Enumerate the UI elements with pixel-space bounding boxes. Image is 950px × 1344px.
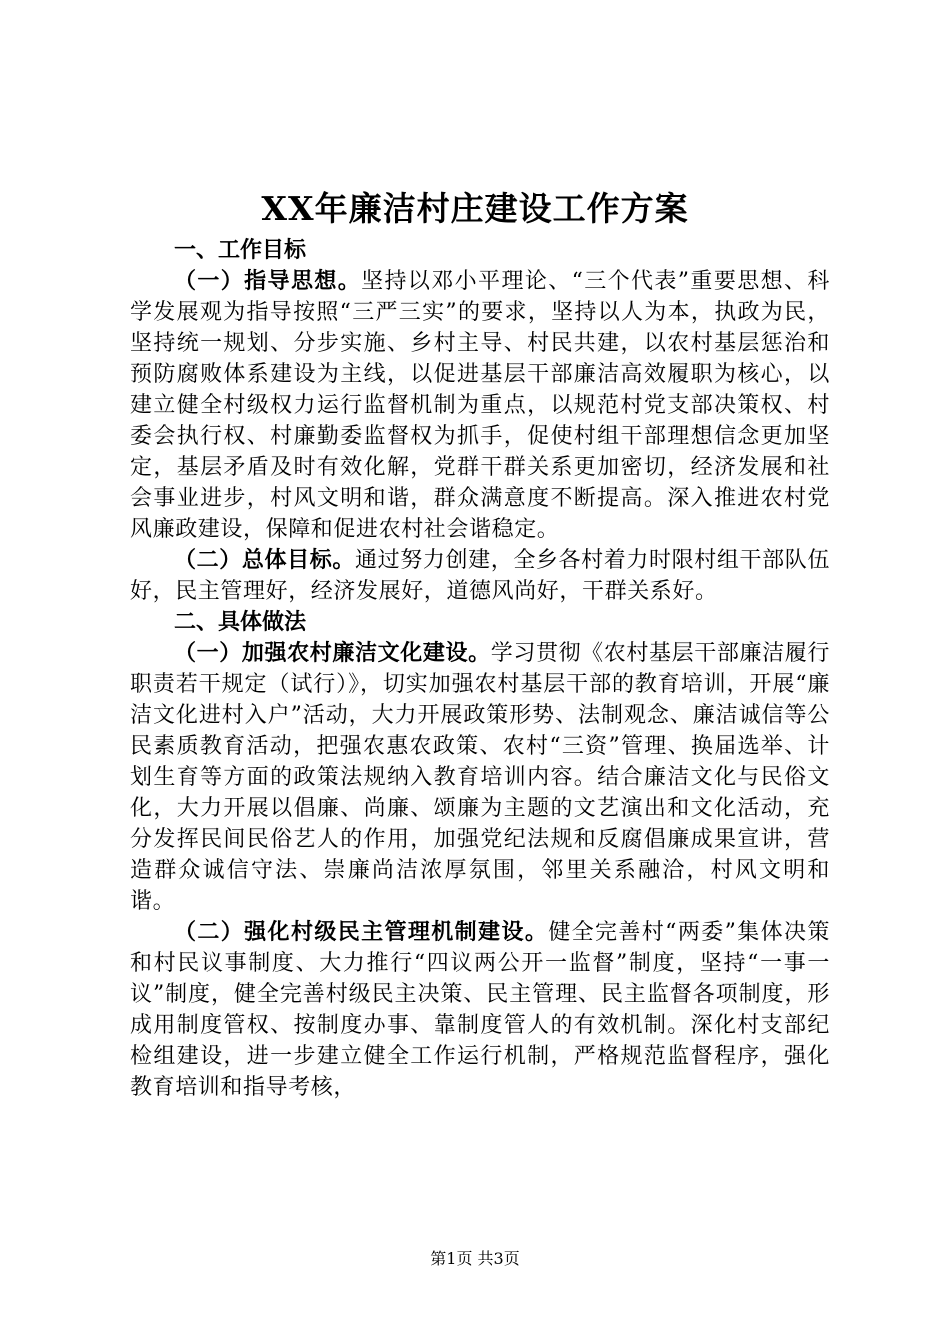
paragraph-guiding-ideology [130, 266, 830, 545]
section-heading-methods: 二、具体做法 [174, 609, 307, 635]
paragraph-body: 健全完善村“两委”集体决策和村民议事制度、大力推行“四议两公开一监督”制度，坚持“一事一议”制度，健全完善村级民主决策、民主管理、民主监督各项制度，形成用制度管权、按制度办事、靠制度管人的有效机制。深化村支部纪检组建设，进一步建立健全工作运行机制，严格规范监督程序，强化教育培训和指导考核， [130, 920, 830, 1100]
paragraph-body: 坚持以邓小平理论、“三个代表”重要思想、科学发展观为指导按照“三严三实”的要求，坚持以人为本，执政为民，坚持统一规划、分步实施、乡村主导、村民共建，以农村基层惩治和预防腐败体系建设为主线，以促进基层干部廉洁高效履职为核心，以建立健全村级权力运行监督机制为重点，以规范村党支部决策权、村委会执行权、村廉勤委监督权为抓手，促使村组干部理想信念更加坚定，基层矛盾及时有效化解，党群干群关系更加密切，经济发展和社会事业进步，村风文明和谐，群众满意度不断提高。深入推进农村党风廉政建设，保障和促进农村社会谐稳定。 [130, 269, 830, 542]
paragraph-clean-culture [130, 638, 830, 917]
section-heading-goals: 一、工作目标 [174, 237, 307, 263]
document-body [130, 235, 830, 1103]
paragraph-body: 通过努力创建，全乡各村着力时限村组干部队伍好，民主管理好，经济发展好，道德风尚好，干群关系好。 [130, 548, 830, 604]
paragraph-lead: （二）总体目标。 [174, 547, 355, 573]
paragraph-body: 学习贯彻《农村基层干部廉洁履行职责若干规定（试行）》，切实加强农村基层干部的教育培训，开展“廉洁文化进村入户”活动，大力开展政策形势、法制观念、廉洁诚信等公民素质教育活动，把强农惠农政策、农村“三资”管理、换届选举、计划生育等方面的政策法规纳入教育培训内容。结合廉洁文化与民俗文化，大力开展以倡廉、尚廉、颂廉为主题的文艺演出和文化活动，充分发挥民间民俗艺人的作用，加强党纪法规和反腐倡廉成果宣讲，营造群众诚信守法、崇廉尚洁浓厚氛围，邻里关系融洽，村风文明和谐。 [130, 641, 830, 914]
paragraph-overall-goal [130, 545, 830, 607]
paragraph-lead: （二）强化村级民主管理机制建设。 [174, 919, 549, 945]
paragraph-lead: （一）指导思想。 [174, 268, 362, 294]
paragraph-democratic-management [130, 917, 830, 1103]
page-footer: 第1页 共3页 [430, 1249, 520, 1268]
document-title: XX年廉洁村庄建设工作方案 [261, 189, 689, 228]
paragraph-lead: （一）加强农村廉洁文化建设。 [174, 640, 491, 666]
